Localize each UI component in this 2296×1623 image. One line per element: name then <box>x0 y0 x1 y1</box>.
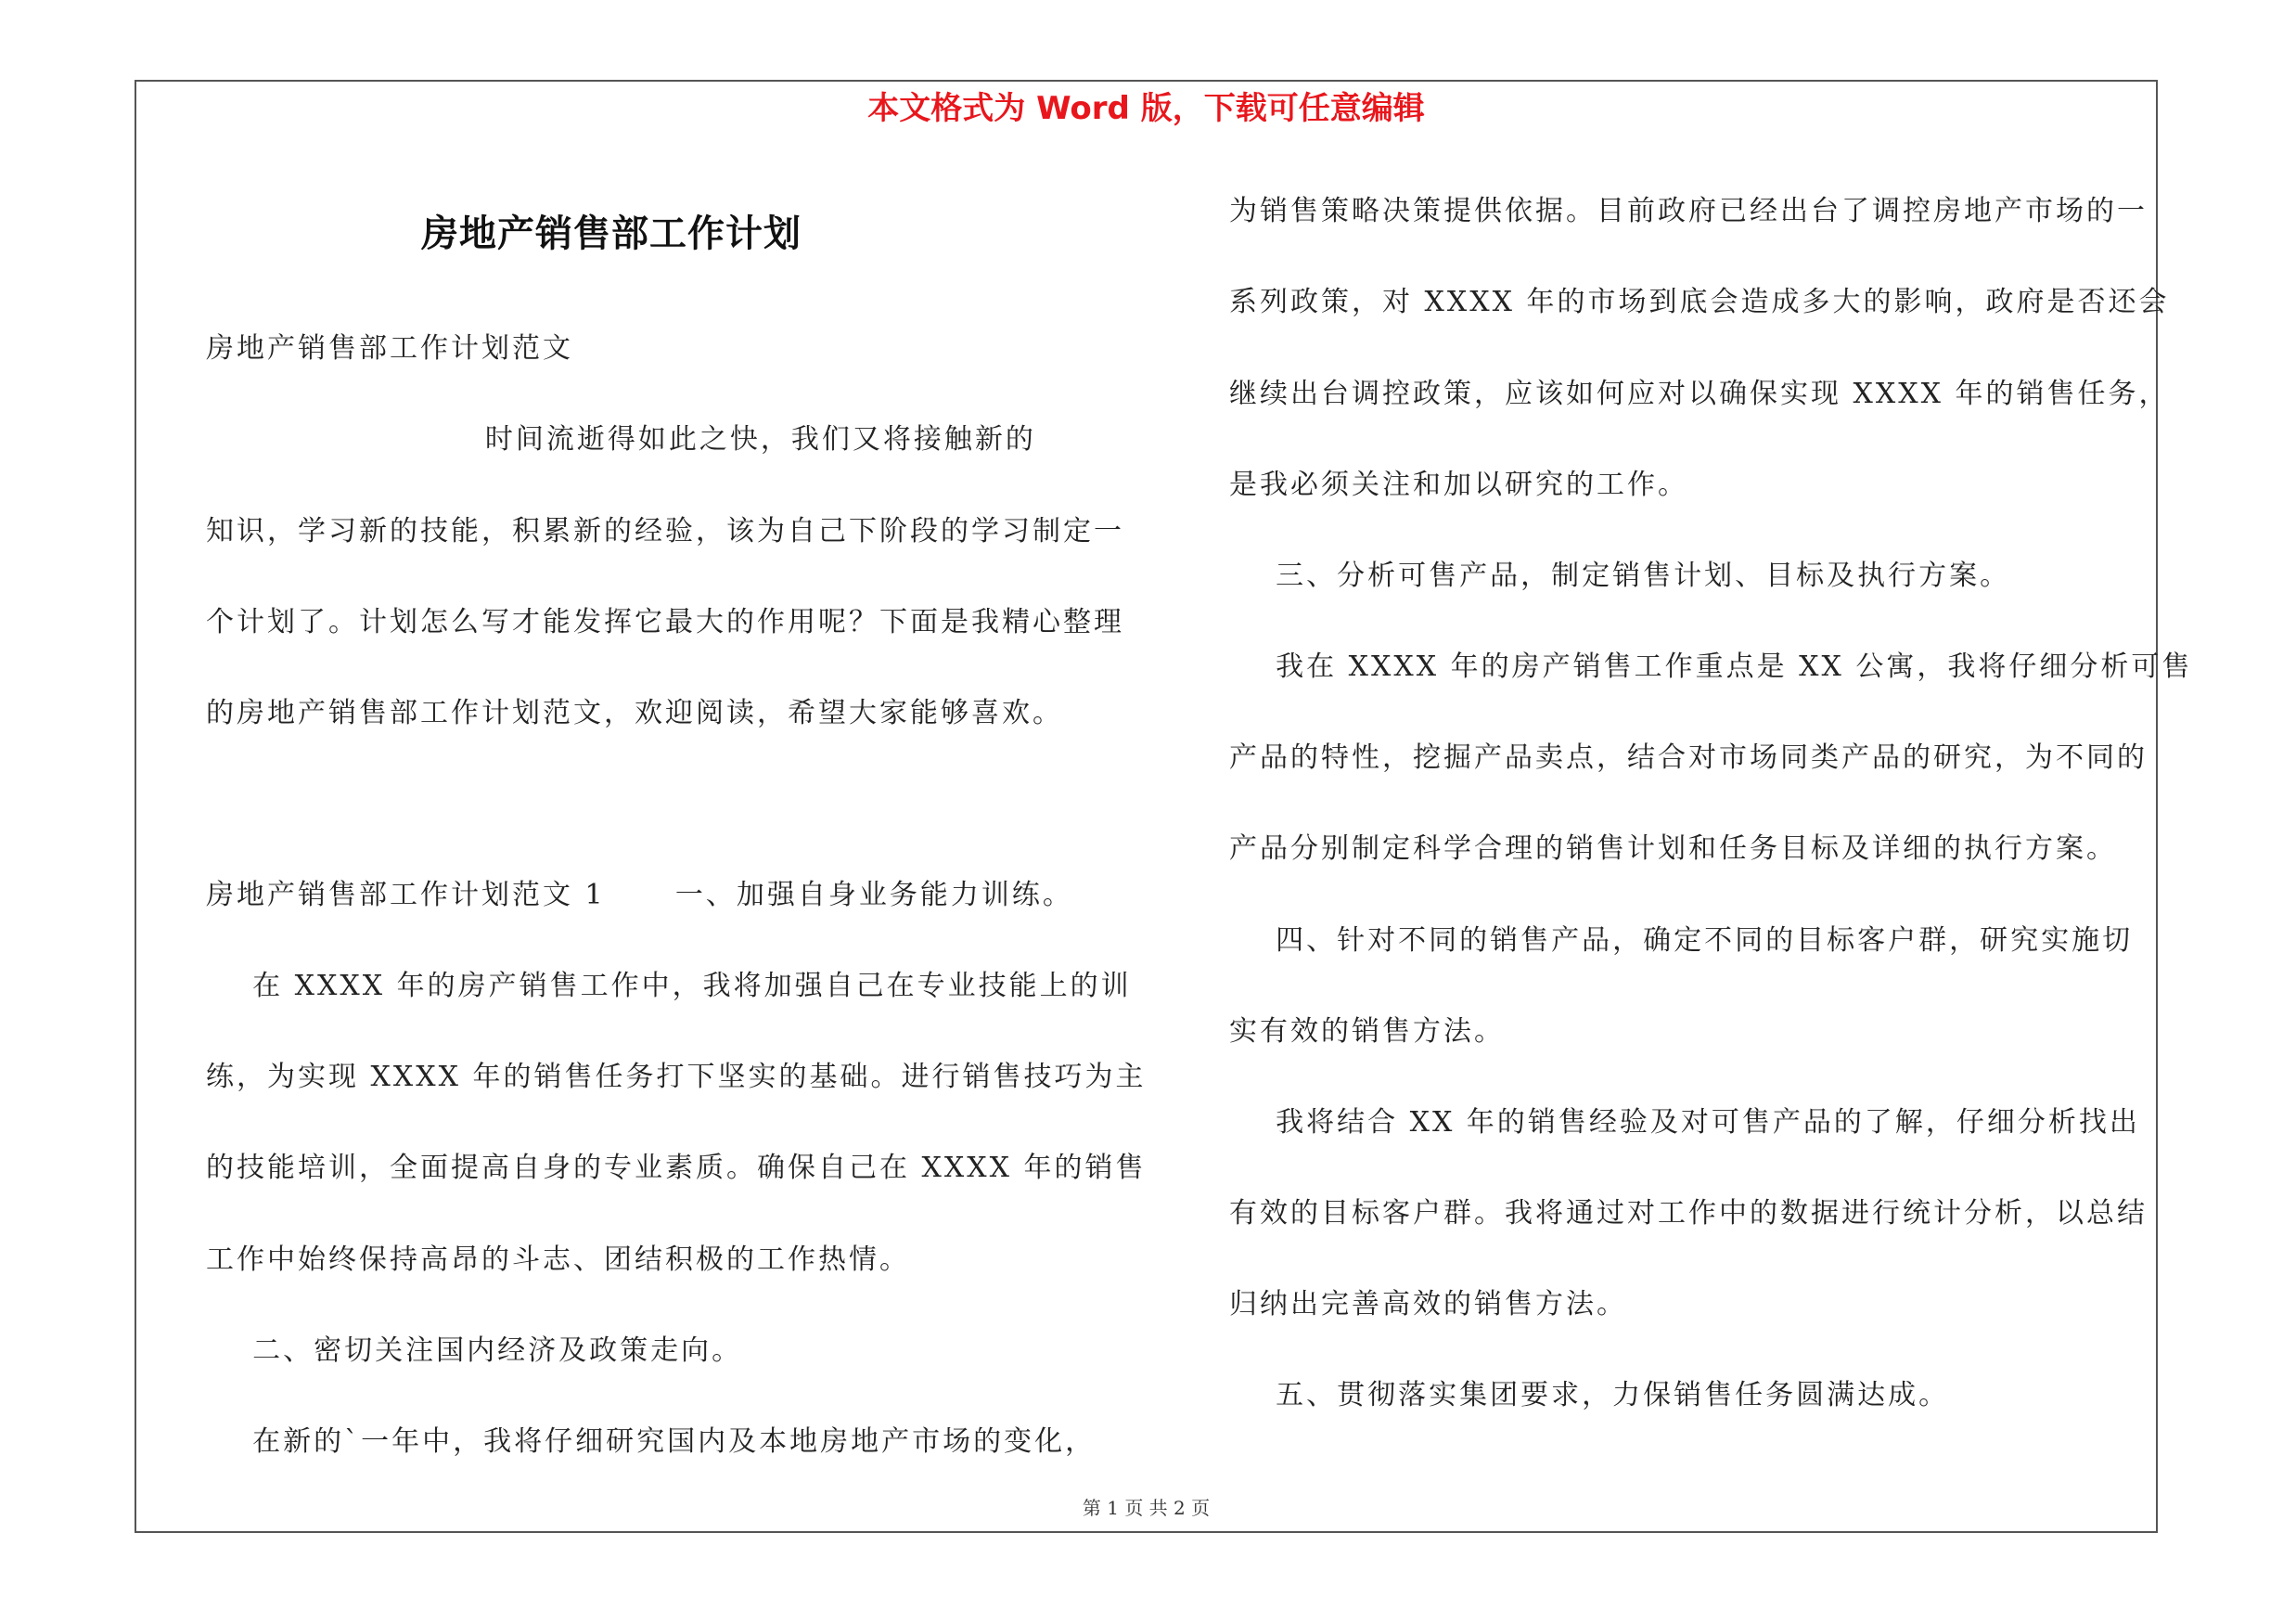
text-line: 我将结合 XX 年的销售经验及对可售产品的了解，仔细分析找出 <box>1229 1106 2140 1139</box>
text-line: 房地产销售部工作计划范文 <box>206 332 573 365</box>
text-line: 系列政策，对 XXXX 年的市场到底会造成多大的影响，政府是否还会 <box>1229 286 2170 318</box>
page-number: 第 1 页 共 2 页 <box>1082 1497 1211 1519</box>
text-line: 我在 XXXX 年的房产销售工作重点是 XX 公寓，我将仔细分析可售 <box>1229 650 2193 683</box>
text-line: 时间流逝得如此之快，我们又将接触新的 <box>206 423 1036 456</box>
text-line: 房地产销售部工作计划范文 1 一、加强自身业务能力训练。 <box>206 879 1073 911</box>
text-line: 的房地产销售部工作计划范文，欢迎阅读，希望大家能够喜欢。 <box>206 697 1063 729</box>
text-line: 实有效的销售方法。 <box>1229 1015 1505 1048</box>
text-line: 产品分别制定科学合理的销售计划和任务目标及详细的执行方案。 <box>1229 832 2117 865</box>
text-line: 在 XXXX 年的房产销售工作中，我将加强自己在专业技能上的训 <box>206 970 1132 1002</box>
text-line: 产品的特性，挖掘产品卖点，结合对市场同类产品的研究，为不同的 <box>1229 741 2148 774</box>
text-line: 是我必须关注和加以研究的工作。 <box>1229 469 1688 501</box>
text-line: 为销售策略决策提供依据。目前政府已经出台了调控房地产市场的一 <box>1229 195 2148 227</box>
text-line: 继续出台调控政策，应该如何应对以确保实现 XXXX 年的销售任务， <box>1229 378 2170 410</box>
text-line: 四、针对不同的销售产品，确定不同的目标客户群，研究实施切 <box>1229 924 2134 957</box>
format-banner: 本文格式为 Word 版，下载可任意编辑 <box>867 90 1425 127</box>
text-line: 归纳出完善高效的销售方法。 <box>1229 1288 1627 1320</box>
text-line: 工作中始终保持高昂的斗志、团结积极的工作热情。 <box>206 1243 910 1276</box>
document-title: 房地产销售部工作计划 <box>421 213 802 255</box>
text-line: 二、密切关注国内经济及政策走向。 <box>206 1334 743 1367</box>
text-line: 个计划了。计划怎么写才能发挥它最大的作用呢？下面是我精心整理 <box>206 606 1124 638</box>
text-line: 在新的`一年中，我将仔细研究国内及本地房地产市场的变化， <box>206 1425 1097 1458</box>
text-line: 知识，学习新的技能，积累新的经验，该为自己下阶段的学习制定一 <box>206 515 1124 547</box>
text-line: 有效的目标客户群。我将通过对工作中的数据进行统计分析，以总结 <box>1229 1197 2148 1230</box>
text-line: 五、贯彻落实集团要求，力保销售任务圆满达成。 <box>1229 1379 1950 1411</box>
text-line: 的技能培训，全面提高自身的专业素质。确保自己在 XXXX 年的销售 <box>206 1152 1147 1184</box>
text-line: 练，为实现 XXXX 年的销售任务打下坚实的基础。进行销售技巧为主 <box>206 1061 1147 1093</box>
text-line: 三、分析可售产品，制定销售计划、目标及执行方案。 <box>1229 560 2011 592</box>
